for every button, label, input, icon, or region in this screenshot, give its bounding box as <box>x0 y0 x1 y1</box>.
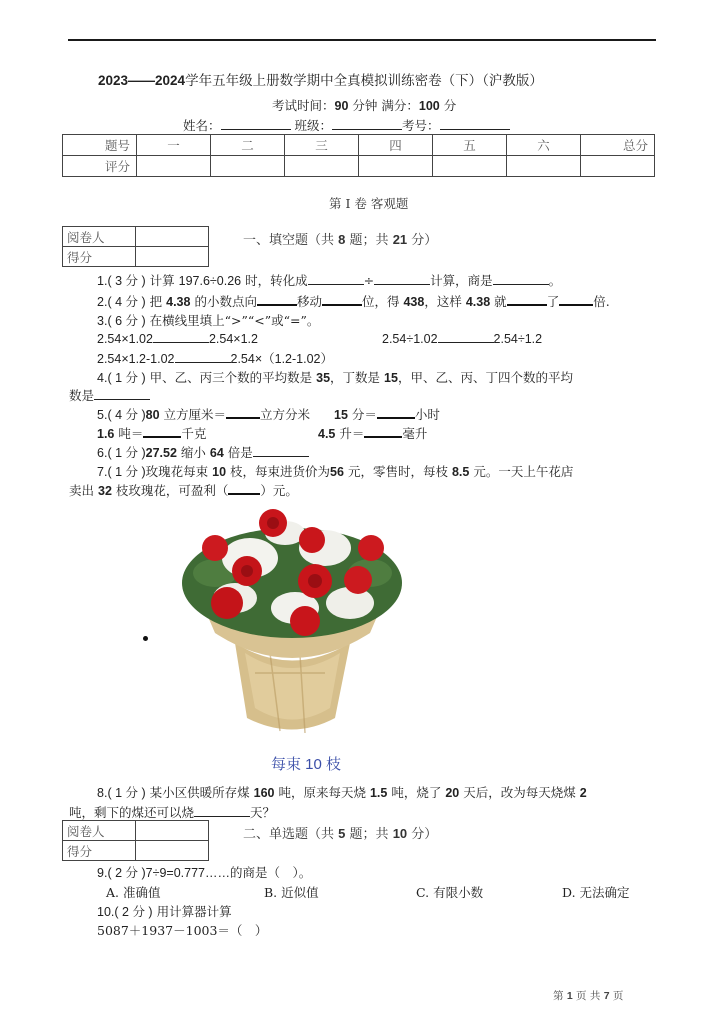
section-1-heading: 一、填空题（共 8 题；共 21 分） <box>243 232 438 248</box>
exam-title: 2023——2024学年五年级上册数学期中全真模拟训练密卷（下）（沪教版） <box>98 73 543 89</box>
col-6: 六 <box>507 135 581 156</box>
col-5: 五 <box>433 135 507 156</box>
grader-box-2 <box>62 820 209 861</box>
grader-box-1 <box>62 226 209 267</box>
answer-blank[interactable] <box>322 292 362 306</box>
answer-blank[interactable] <box>228 481 260 495</box>
student-info: 姓名： 班级： 考号： <box>183 116 510 134</box>
reviewer-cell[interactable] <box>136 821 209 841</box>
col-total: 总分 <box>581 135 655 156</box>
col-1: 一 <box>137 135 211 156</box>
bullet-dot <box>143 636 148 641</box>
answer-blank[interactable] <box>253 444 309 457</box>
question-6: 6.( 1 分 )27.52 缩小 64 倍是 <box>97 443 309 461</box>
answer-blank[interactable] <box>308 272 364 285</box>
question-10: 10.( 2 分 ) 用计算器计算 <box>97 904 232 919</box>
question-3-compare-2: 2.54÷1.02 2.54÷1.2 <box>382 332 543 346</box>
score-cell[interactable] <box>581 156 655 177</box>
col-3: 三 <box>285 135 359 156</box>
question-8: 8.( 1 分 ) 某小区供暖所存煤 160 吨，原来每天烧 1.5 吨，烧了 20 天后，改为每天烧煤 2 <box>97 785 587 800</box>
question-4: 4.( 1 分 ) 甲、乙、丙三个数的平均数是 35，丁数是 15，甲、乙、丙、丁四个数的平均 <box>97 370 573 385</box>
score-cell[interactable] <box>507 156 581 177</box>
question-5-part-b: 15 分＝ 小时 <box>334 407 440 422</box>
option-a[interactable]: A. 准确值 <box>106 885 161 900</box>
answer-blank[interactable] <box>377 405 415 419</box>
answer-blank[interactable] <box>507 292 547 306</box>
question-10-expression: 5087＋1937－1003＝（ ） <box>97 923 268 938</box>
answer-blank[interactable] <box>94 387 150 400</box>
question-5: 5.( 4 分 )80 立方厘米＝ 立方分米 <box>97 407 311 422</box>
header-rule <box>68 39 656 41</box>
option-c[interactable]: C. 有限小数 <box>416 885 484 900</box>
answer-blank[interactable] <box>257 292 297 306</box>
answer-blank[interactable] <box>364 424 402 438</box>
question-3: 3.( 6 分 ) 在横线里填上“>”“<”或“=”。 <box>97 313 320 328</box>
question-5-part-d: 4.5 升＝ 毫升 <box>318 426 428 441</box>
rose-bouquet-image <box>175 503 410 743</box>
answer-blank[interactable] <box>374 272 430 285</box>
answer-blank[interactable] <box>175 350 231 363</box>
question-9: 9.( 2 分 )7÷9=0.777……的商是（ ）。 <box>97 865 312 880</box>
answer-blank[interactable] <box>438 330 494 343</box>
score-label: 得分 <box>63 247 136 267</box>
answer-blank[interactable] <box>153 330 209 343</box>
score-table <box>62 134 655 177</box>
answer-blank[interactable] <box>226 405 260 419</box>
score-cell[interactable] <box>359 156 433 177</box>
name-field[interactable] <box>221 117 291 130</box>
part-title: 第 I 卷 客观题 <box>329 196 409 211</box>
answer-blank[interactable] <box>559 292 593 306</box>
score-cell[interactable] <box>433 156 507 177</box>
question-7-line-2: 卖出 32 枝玫瑰花，可盈利（ ）元。 <box>69 483 298 498</box>
reviewer-cell[interactable] <box>136 227 209 247</box>
answer-blank[interactable] <box>143 424 181 438</box>
row-header-question-number: 题号 <box>63 135 137 156</box>
image-caption: 每束 10 枝 <box>271 756 342 773</box>
number-field[interactable] <box>440 117 510 130</box>
question-5-part-c: 1.6 吨＝ 千克 <box>97 426 207 441</box>
question-3-compare-3: 2.54×1.2-1.02 2.54×（1.2-1.02） <box>97 352 333 366</box>
answer-blank[interactable] <box>194 804 250 817</box>
reviewer-label: 阅卷人 <box>63 227 136 247</box>
question-2: 2.( 4 分 ) 把 4.38 的小数点向 移动 位，得 438，这样 4.38 就 了 倍. <box>97 294 610 309</box>
option-b[interactable]: B. 近似值 <box>264 885 319 900</box>
class-field[interactable] <box>332 117 402 130</box>
question-4-line-2: 数是 <box>69 386 150 404</box>
page-footer: 第 1 页 共 7 页 <box>553 990 624 1002</box>
question-1: 1.( 3 分 ) 计算 197.6÷0.26 时，转化成 ÷ 计算，商是 。 <box>97 273 562 288</box>
option-d[interactable]: D. 无法确定 <box>562 885 630 900</box>
score-table-score-row <box>63 156 655 177</box>
score-label: 得分 <box>63 841 136 861</box>
exam-info: 考试时间：90 分钟 满分：100 分 <box>272 98 457 113</box>
row-header-score: 评分 <box>63 156 137 177</box>
col-4: 四 <box>359 135 433 156</box>
score-cell[interactable] <box>136 247 209 267</box>
question-7: 7.( 1 分 )玫瑰花每束 10 枝，每束进货价为56 元，零售时，每枝 8.5 元。一天上午花店 <box>97 464 574 479</box>
section-2-heading: 二、单选题（共 5 题；共 10 分） <box>243 826 438 842</box>
question-3-compare-1: 2.54×1.02 2.54×1.2 <box>97 332 258 346</box>
score-cell[interactable] <box>136 841 209 861</box>
score-cell[interactable] <box>211 156 285 177</box>
reviewer-label: 阅卷人 <box>63 821 136 841</box>
score-cell[interactable] <box>285 156 359 177</box>
score-table-header-row <box>63 135 655 156</box>
question-8-line-2: 吨，剩下的煤还可以烧 天？ <box>69 805 276 820</box>
score-cell[interactable] <box>137 156 211 177</box>
col-2: 二 <box>211 135 285 156</box>
answer-blank[interactable] <box>493 272 549 285</box>
